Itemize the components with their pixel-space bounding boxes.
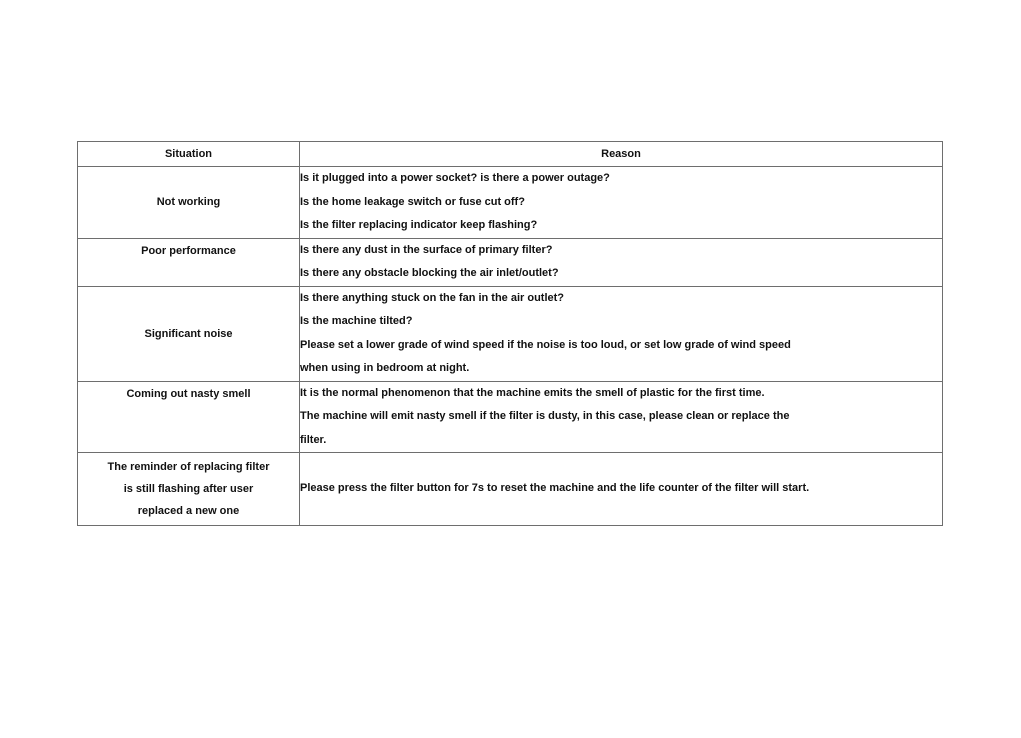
reason-cell [300,238,943,286]
situation-cell [78,238,300,286]
table-row [78,167,943,239]
situation-text: Poor performance [141,244,236,257]
table-row [78,238,943,286]
reason-text: Is there any obstacle blocking the air inlet/outlet? [300,267,559,279]
situation-text: Coming out nasty smell [126,387,251,400]
table-row [78,453,943,526]
header-row [78,142,943,167]
situation-cell [78,167,300,239]
reason-text: Is it plugged into a power socket? is there a power outage? [300,172,610,184]
reason-text: Is the filter replacing indicator keep flashing? [300,219,538,231]
reason-text: Is the machine tilted? [300,315,413,327]
troubleshooting-table [77,141,943,526]
situation-text: is still flashing after user [123,483,254,495]
reason-text: Is there any dust in the surface of primary filter? [300,243,553,256]
table-body [78,167,943,526]
table-row [78,286,943,381]
situation-text: The reminder of replacing filter [107,461,270,473]
situation-cell [78,453,300,526]
reason-text: Please set a lower grade of wind speed if the noise is too loud, or set low grade of wind speed [300,338,791,351]
reason-text: Is there anything stuck on the fan in the air outlet? [300,291,565,304]
situation-text: replaced a new one [137,505,240,517]
reason-text: It is the normal phenomenon that the machine emits the smell of plastic for the first time. [300,386,765,399]
table-row [78,381,943,453]
situation-cell [78,381,300,453]
situation-text: Not working [156,196,221,209]
reason-cell [300,453,943,526]
reason-text: when using in bedroom at night. [300,362,470,374]
situation-text: Significant noise [144,327,233,340]
reason-text: Please press the filter button for 7s to reset the machine and the life counter of the filter will start. [300,482,810,495]
reason-cell [300,286,943,381]
header-situation: Situation [78,142,300,167]
reason-text: filter. [300,433,327,446]
situation-cell [78,286,300,381]
table-header [78,142,943,167]
reason-text: Is the home leakage switch or fuse cut off? [300,195,525,208]
reason-text: The machine will emit nasty smell if the filter is dusty, in this case, please clean or replace the [300,410,790,422]
reason-cell [300,167,943,239]
header-reason: Reason [300,142,943,167]
reason-cell [300,381,943,453]
